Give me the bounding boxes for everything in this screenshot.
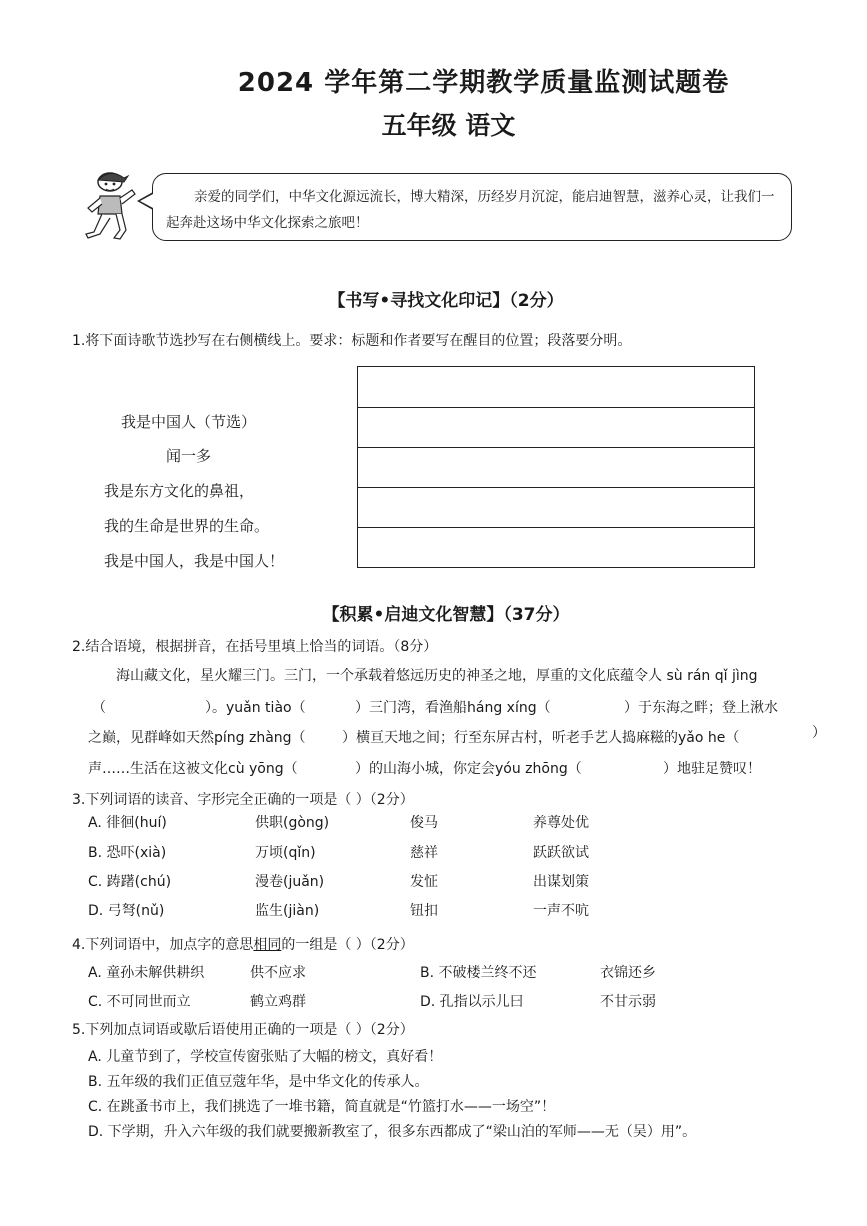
option-word: 万顷(qǐn) bbox=[255, 845, 316, 861]
option-b[interactable]: B. 不破楼兰终不还 bbox=[420, 965, 537, 981]
option-a[interactable]: A. 徘徊(huí) bbox=[88, 815, 167, 831]
poem-line: 我是中国人，我是中国人！ bbox=[104, 552, 285, 570]
question-3-stem: 3.下列词语的读音、字形完全正确的一项是（ ）（2分） bbox=[72, 792, 414, 808]
question-2-line: ）于东海之畔；登上湫水 bbox=[624, 700, 778, 716]
question-2-line: 声……生活在这被文化cù yōng（ bbox=[88, 761, 298, 777]
question-2-line: 海山藏文化，星火耀三门。三门，一个承载着悠远历史的神圣之地，厚重的文化底蕴令人 sù rán qǐ jìng bbox=[116, 668, 758, 684]
option-word: 供职(gòng) bbox=[255, 815, 330, 831]
question-4-stem-c: 的一组是（ ）（2分） bbox=[281, 937, 414, 953]
question-2-line: 之巅，见群峰如天然píng zhàng（ bbox=[88, 730, 306, 746]
option-b[interactable]: B. 五年级的我们正值豆蔻年华，是中华文化的传承人。 bbox=[88, 1074, 429, 1090]
option-d[interactable]: D. 孔指以示儿曰 bbox=[420, 994, 524, 1010]
option-a[interactable]: A. 童孙未解供耕织 bbox=[88, 965, 205, 981]
option-word: 钮扣 bbox=[410, 903, 438, 919]
exam-title: 2024 学年第二学期教学质量监测试题卷 bbox=[237, 68, 730, 98]
question-4-stem-a: 4.下列词语中，加点字的意思 bbox=[72, 937, 254, 953]
option-word: 衣锦还乡 bbox=[600, 965, 656, 981]
option-c[interactable]: C. 在跳蚤书市上，我们挑选了一堆书籍，简直就是“竹篮打水——一场空”！ bbox=[88, 1099, 556, 1115]
option-word: 养尊处优 bbox=[533, 815, 589, 831]
poem-title: 我是中国人（节选） bbox=[121, 413, 257, 431]
option-word: 漫卷(juǎn) bbox=[255, 874, 325, 890]
answer-blank[interactable]: ） bbox=[812, 725, 826, 741]
option-word: 鹤立鸡群 bbox=[250, 994, 306, 1010]
question-2-line: ）地驻足赞叹！ bbox=[663, 761, 761, 777]
question-2-stem: 2.结合语境，根据拼音，在括号里填上恰当的词语。（8分） bbox=[72, 639, 438, 655]
copy-writing-lines[interactable] bbox=[357, 366, 755, 568]
question-4-emphasis: 相同 bbox=[253, 937, 282, 953]
option-word: 监生(jiàn) bbox=[255, 903, 320, 919]
question-2-line: ）。yuǎn tiào（ bbox=[205, 700, 306, 716]
exam-subtitle: 五年级 语文 bbox=[381, 111, 516, 140]
option-c[interactable]: C. 踌躇(chú) bbox=[88, 874, 172, 890]
question-1-stem: 1.将下面诗歌节选抄写在右侧横线上。要求：标题和作者要写在醒目的位置；段落要分明。 bbox=[72, 333, 632, 349]
option-word: 供不应求 bbox=[250, 965, 306, 981]
answer-blank[interactable]: （ bbox=[92, 700, 106, 716]
option-word: 一声不吭 bbox=[533, 903, 589, 919]
intro-text: 亲爱的同学们，中华文化源远流长，博大精深，历经岁月沉淀，能启迪智慧，滋养心灵，让我们一起奔赴这场中华文化探索之旅吧！ bbox=[166, 189, 775, 231]
question-2-line: ）三门湾，看渔船háng xíng（ bbox=[355, 700, 551, 716]
option-word: 发怔 bbox=[410, 874, 438, 890]
question-2-line: ）的山海小城，你定会yóu zhōng（ bbox=[355, 761, 582, 777]
poem-line: 我是东方文化的鼻祖， bbox=[104, 482, 255, 500]
option-word: 俊马 bbox=[410, 815, 438, 831]
poem-author: 闻一多 bbox=[166, 447, 212, 465]
option-d[interactable]: D. 下学期，升入六年级的我们就要搬新教室了，很多东西都成了“梁山泊的军师——无（吴）用”。 bbox=[88, 1124, 697, 1140]
option-b[interactable]: B. 恐吓(xià) bbox=[88, 845, 167, 861]
option-word: 不甘示弱 bbox=[600, 994, 656, 1010]
option-word: 慈祥 bbox=[410, 845, 438, 861]
option-a[interactable]: A. 儿童节到了，学校宣传窗张贴了大幅的榜文，真好看！ bbox=[88, 1049, 443, 1065]
question-2-line: ）横亘天地之间；行至东屏古村，听老手艺人捣麻糍的yǎo he（ bbox=[342, 730, 740, 746]
option-d[interactable]: D. 弓弩(nǔ) bbox=[88, 903, 165, 919]
option-c[interactable]: C. 不可同世而立 bbox=[88, 994, 191, 1010]
poem-line: 我的生命是世界的生命。 bbox=[104, 517, 270, 535]
option-word: 出谋划策 bbox=[533, 874, 589, 890]
section-writing-title: 【书写•寻找文化印记】（2分） bbox=[328, 291, 564, 311]
option-word: 跃跃欲试 bbox=[533, 845, 589, 861]
question-4-stem bbox=[72, 934, 414, 954]
mascot-illustration bbox=[80, 168, 142, 242]
question-5-stem: 5.下列加点词语或歇后语使用正确的一项是（ ）（2分） bbox=[72, 1022, 414, 1038]
section-accumulation-title: 【积累•启迪文化智慧】（37分） bbox=[322, 605, 570, 625]
